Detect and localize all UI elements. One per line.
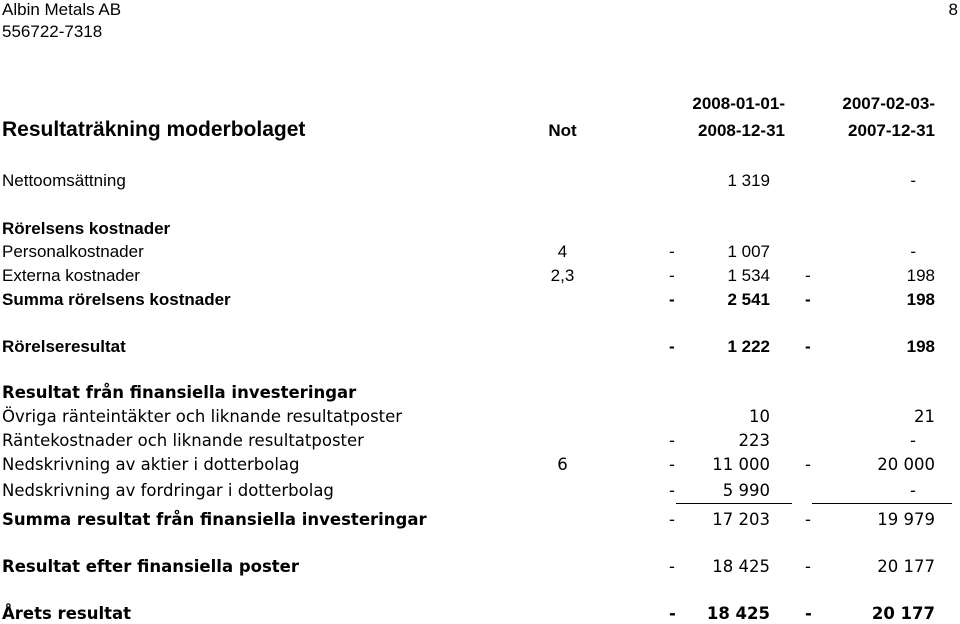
sign-previous: - [805, 337, 811, 356]
sign-current: - [669, 242, 675, 261]
value-previous: 198 [906, 266, 935, 285]
row-label: Räntekostnader och liknande resultatposter [2, 431, 364, 450]
row-label: Rörelseresultat [2, 337, 126, 356]
subtotal-underline-current [676, 503, 792, 504]
sign-previous: - [805, 290, 811, 309]
sign-current: - [669, 481, 675, 500]
value-previous: - [910, 431, 916, 450]
period-current-from: 2008-01-01- [692, 94, 785, 113]
note-ref: 6 [557, 455, 568, 474]
row-label: Nedskrivning av aktier i dotterbolag [2, 455, 300, 474]
period-previous-to: 2007-12-31 [848, 121, 935, 140]
value-previous: 21 [914, 407, 935, 426]
row-label: Externa kostnader [2, 266, 140, 285]
row-label: Summa rörelsens kostnader [2, 290, 231, 309]
value-previous: 20 000 [877, 455, 935, 474]
note-ref: 4 [557, 242, 568, 261]
company-name: Albin Metals AB [2, 0, 122, 19]
row-label: Resultat efter finansiella poster [2, 557, 299, 576]
row-label: Övriga ränteintäkter och liknande resultatposter [2, 407, 403, 426]
value-current: 223 [738, 431, 770, 450]
note-ref: 2,3 [550, 266, 575, 285]
statement-title: Resultaträkning moderbolaget [2, 118, 306, 141]
sign-current: - [669, 290, 675, 309]
value-current: 5 990 [722, 481, 770, 500]
value-previous: - [910, 171, 916, 190]
subtotal-underline-previous [812, 503, 952, 504]
value-current: 1 007 [727, 242, 770, 261]
value-current: 1 534 [727, 266, 770, 285]
section-heading: Rörelsens kostnader [2, 219, 171, 238]
value-previous: 20 177 [877, 557, 935, 576]
sign-current: - [669, 431, 675, 450]
value-previous: 20 177 [871, 604, 935, 623]
sign-current: - [669, 557, 675, 576]
value-previous: - [910, 242, 916, 261]
sign-previous: - [805, 557, 811, 576]
sign-current: - [669, 455, 675, 474]
row-label: Årets resultat [2, 604, 132, 623]
value-current: 17 203 [712, 510, 770, 529]
value-previous: 198 [906, 337, 935, 356]
value-previous: 19 979 [877, 510, 935, 529]
value-current: 1 222 [727, 337, 770, 356]
period-previous-from: 2007-02-03- [842, 94, 935, 113]
page-number: 8 [948, 0, 958, 19]
sign-current: - [669, 266, 675, 285]
value-current: 10 [749, 407, 770, 426]
sign-previous: - [805, 604, 812, 623]
section-heading: Resultat från finansiella investeringar [2, 383, 357, 402]
sign-current: - [669, 510, 675, 529]
sign-previous: - [805, 455, 811, 474]
value-current: 11 000 [712, 455, 770, 474]
sign-previous: - [805, 266, 811, 285]
value-previous: - [910, 481, 916, 500]
value-previous: 198 [906, 290, 935, 309]
value-current: 18 425 [706, 604, 770, 623]
sign-previous: - [805, 510, 811, 529]
row-label: Summa resultat från finansiella investeringar [2, 510, 427, 529]
row-label: Nettoomsättning [2, 171, 126, 190]
value-current: 2 541 [727, 290, 770, 309]
sign-current: - [669, 604, 676, 623]
sign-current: - [669, 337, 675, 356]
row-label: Personalkostnader [2, 242, 144, 261]
value-current: 18 425 [712, 557, 770, 576]
note-column-header: Not [548, 121, 577, 140]
org-number: 556722-7318 [2, 22, 103, 41]
value-current: 1 319 [727, 171, 770, 190]
period-current-to: 2008-12-31 [698, 121, 785, 140]
row-label: Nedskrivning av fordringar i dotterbolag [2, 481, 334, 500]
